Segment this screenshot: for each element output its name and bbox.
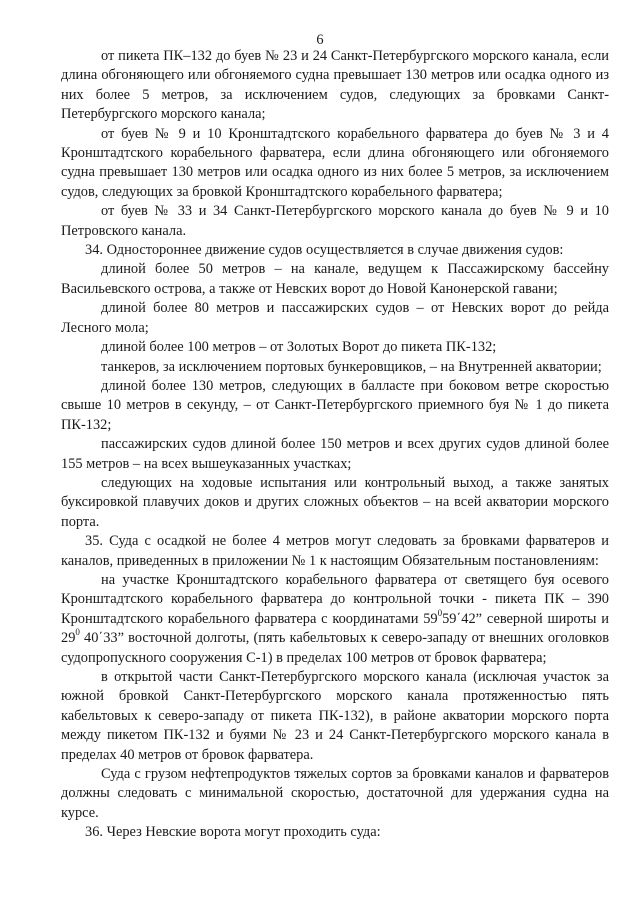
document-body <box>61 47 609 843</box>
coord-text-part2: 59΄42” северной широты и 29 <box>61 610 609 647</box>
coordinates-paragraph <box>61 571 609 668</box>
paragraph: танкеров, за исключением портовых бункеровщиков, – на Внутренней акватории; <box>101 358 602 375</box>
degree-sup: 0 <box>75 627 80 638</box>
paragraph: следующих на ходовые испытания или контрольный выход, а также занятых буксировкой плавучих доков и других сложных объектов – на всей акватории морского порта. <box>61 474 609 530</box>
paragraph: от буев № 33 и 34 Санкт-Петербургского морского канала до буев № 9 и 10 Петровского канала. <box>61 203 609 239</box>
paragraph: длиной более 50 метров – на канале, ведущем к Пассажирскому бассейну Васильевского острова, а также от Невских ворот до Новой Канонерской гавани; <box>61 261 609 297</box>
coord-text-part1: на участке Кронштадтского корабельного фарватера от светящего буя осевого Кронштадтского корабельного фарватера до контрольной точки - пикета ПК – 390 Кронштадтского корабельного фарватера с координатами 59 <box>61 571 609 627</box>
paragraph: 36. Через Невские ворота могут проходить суда: <box>85 824 381 841</box>
paragraph: в открытой части Санкт-Петербургского морского канала (исключая участок за южной бровкой Санкт-Петербургского морского канала протяженностью пять кабельтовых к северо-западу от пикета ПК-132), в районе акватории морского порта между пикетом ПК-132 и буями № 23 и 24 Санкт-Петербургского морского канала в пределах 40 метров от бровок фарватера. <box>61 669 609 763</box>
paragraph: 34. Одностороннее движение судов осуществляется в случае движения судов: <box>85 242 564 259</box>
degree-sup: 0 <box>437 607 443 618</box>
paragraph: 35. Суда с осадкой не более 4 метров могут следовать за бровками фарватеров и каналов, приведенных в приложении № 1 к настоящим Обязательным постановлениям: <box>61 533 609 569</box>
coord-text-part3: 40΄33” восточной долготы, (пять кабельтовых к северо-западу от внешних оголовков судопропускного сооружения С-1) в пределах 100 метров от бровок фарватера; <box>61 630 609 666</box>
paragraph: от буев № 9 и 10 Кронштадтского корабельного фарватера до буев № 3 и 4 Кронштадтского корабельного фарватера, если длина обгоняющего или обгоняемого судна превышает 130 метров или осадка одного из них более 5 метров, за исключением судов, следующих за бровкой Кронштадтского корабельного фарватера; <box>61 125 609 200</box>
page-number: 6 <box>316 32 324 48</box>
paragraph: длиной более 130 метров, следующих в балласте при боковом ветре скоростью свыше 10 метров в секунду, – от Санкт-Петербургского приемного буя № 1 до пикета ПК-132; <box>61 377 609 433</box>
paragraph: от пикета ПК–132 до буев № 23 и 24 Санкт-Петербургского морского канала, если длина обгоняющего или обгоняемого судна превышает 130 метров или осадка одного из них более 5 метров, за исключением судов, следующих за бровками Санкт-Петербургского морского канала; <box>61 48 609 123</box>
paragraph: пассажирских судов длиной более 150 метров и всех других судов длиной более 155 метров – на всех вышеуказанных участках; <box>61 436 609 472</box>
paragraph: длиной более 100 метров – от Золотых Ворот до пикета ПК-132; <box>101 339 497 356</box>
paragraph: Суда с грузом нефтепродуктов тяжелых сортов за бровками каналов и фарватеров должны следовать с минимальной скоростью, достаточной для удержания судна на курсе. <box>61 766 609 821</box>
paragraph: длиной более 80 метров и пассажирских судов – от Невских ворот до рейда Лесного мола; <box>61 300 609 336</box>
